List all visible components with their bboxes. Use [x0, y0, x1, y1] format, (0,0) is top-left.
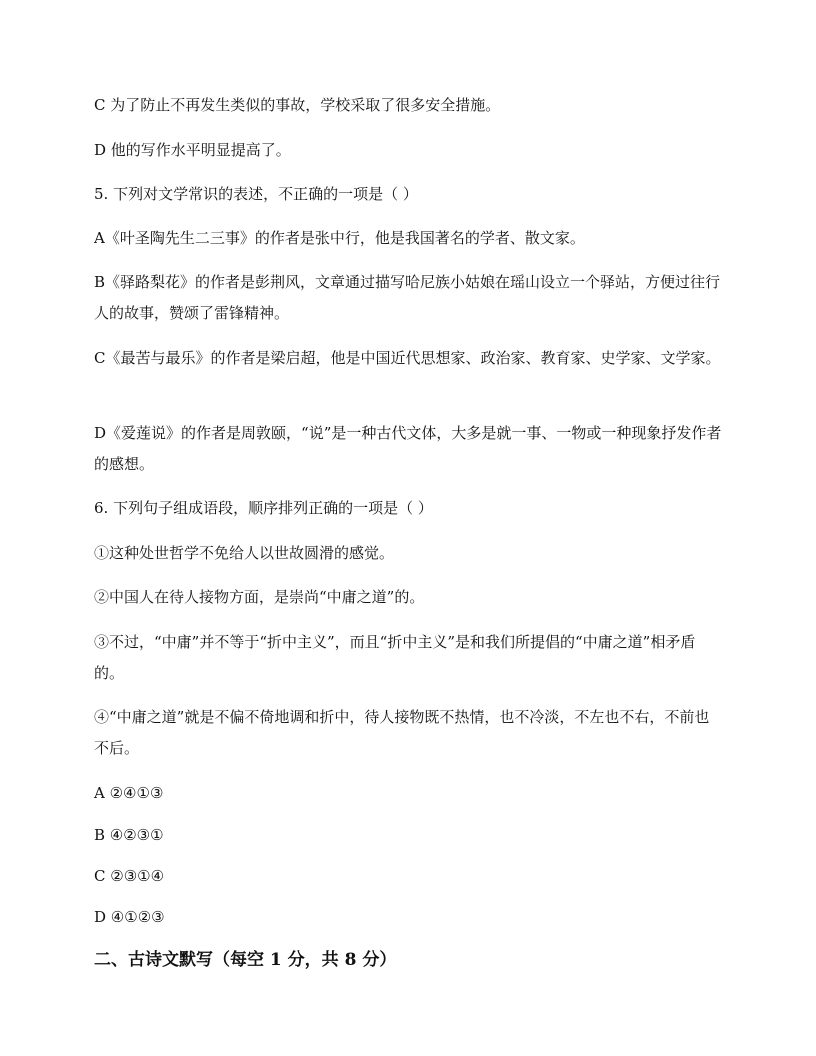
q5-option-a: A《叶圣陶先生二三事》的作者是张中行，他是我国著名的学者、散文家。 [94, 229, 585, 247]
q6-stem: 6. 下列句子组成语段，顺序排列正确的一项是（ ） [94, 499, 433, 517]
q6-sentence-3: ③不过，“中庸”并不等于“折中主义”，而且“折中主义”是和我们所提倡的“中庸之道”相矛盾的。 [94, 633, 696, 682]
q6-sentence-1: ①这种处世哲学不免给人以世故圆滑的感觉。 [94, 544, 395, 562]
q5-option-b: B《驿路梨花》的作者是彭荆风，文章通过描写哈尼族小姑娘在瑶山设立一个驿站，方便过往行人的故事，赞颂了雷锋精神。 [94, 273, 721, 322]
q4-option-c: C 为了防止不再发生类似的事故，学校采取了很多安全措施。 [94, 96, 501, 114]
q6-sentence-4: ④“中庸之道”就是不偏不倚地调和折中，待人接物既不热情，也不冷淡，不左也不右，不前也不后。 [94, 708, 710, 757]
q6-option-c: C ②③①④ [94, 867, 165, 885]
q6-option-a: A ②④①③ [94, 784, 164, 802]
q5-option-c: C《最苦与最乐》的作者是梁启超，他是中国近代思想家、政治家、教育家、史学家、文学家。 [94, 349, 721, 367]
q6-sentence-2: ②中国人在待人接物方面，是崇尚“中庸之道”的。 [94, 588, 425, 606]
q6-option-b: B ④②③① [94, 826, 164, 844]
section-heading: 二、古诗文默写（每空 1 分，共 8 分） [94, 950, 397, 970]
q5-option-d: D《爱莲说》的作者是周敦颐，“说”是一种古代文体，大多是就一事、一物或一种现象抒发作者的感想。 [94, 424, 722, 473]
q6-option-d: D ④①②③ [94, 908, 165, 926]
q4-option-d: D 他的写作水平明显提高了。 [94, 141, 291, 159]
q5-stem: 5. 下列对文学常识的表述，不正确的一项是（ ） [94, 185, 418, 203]
